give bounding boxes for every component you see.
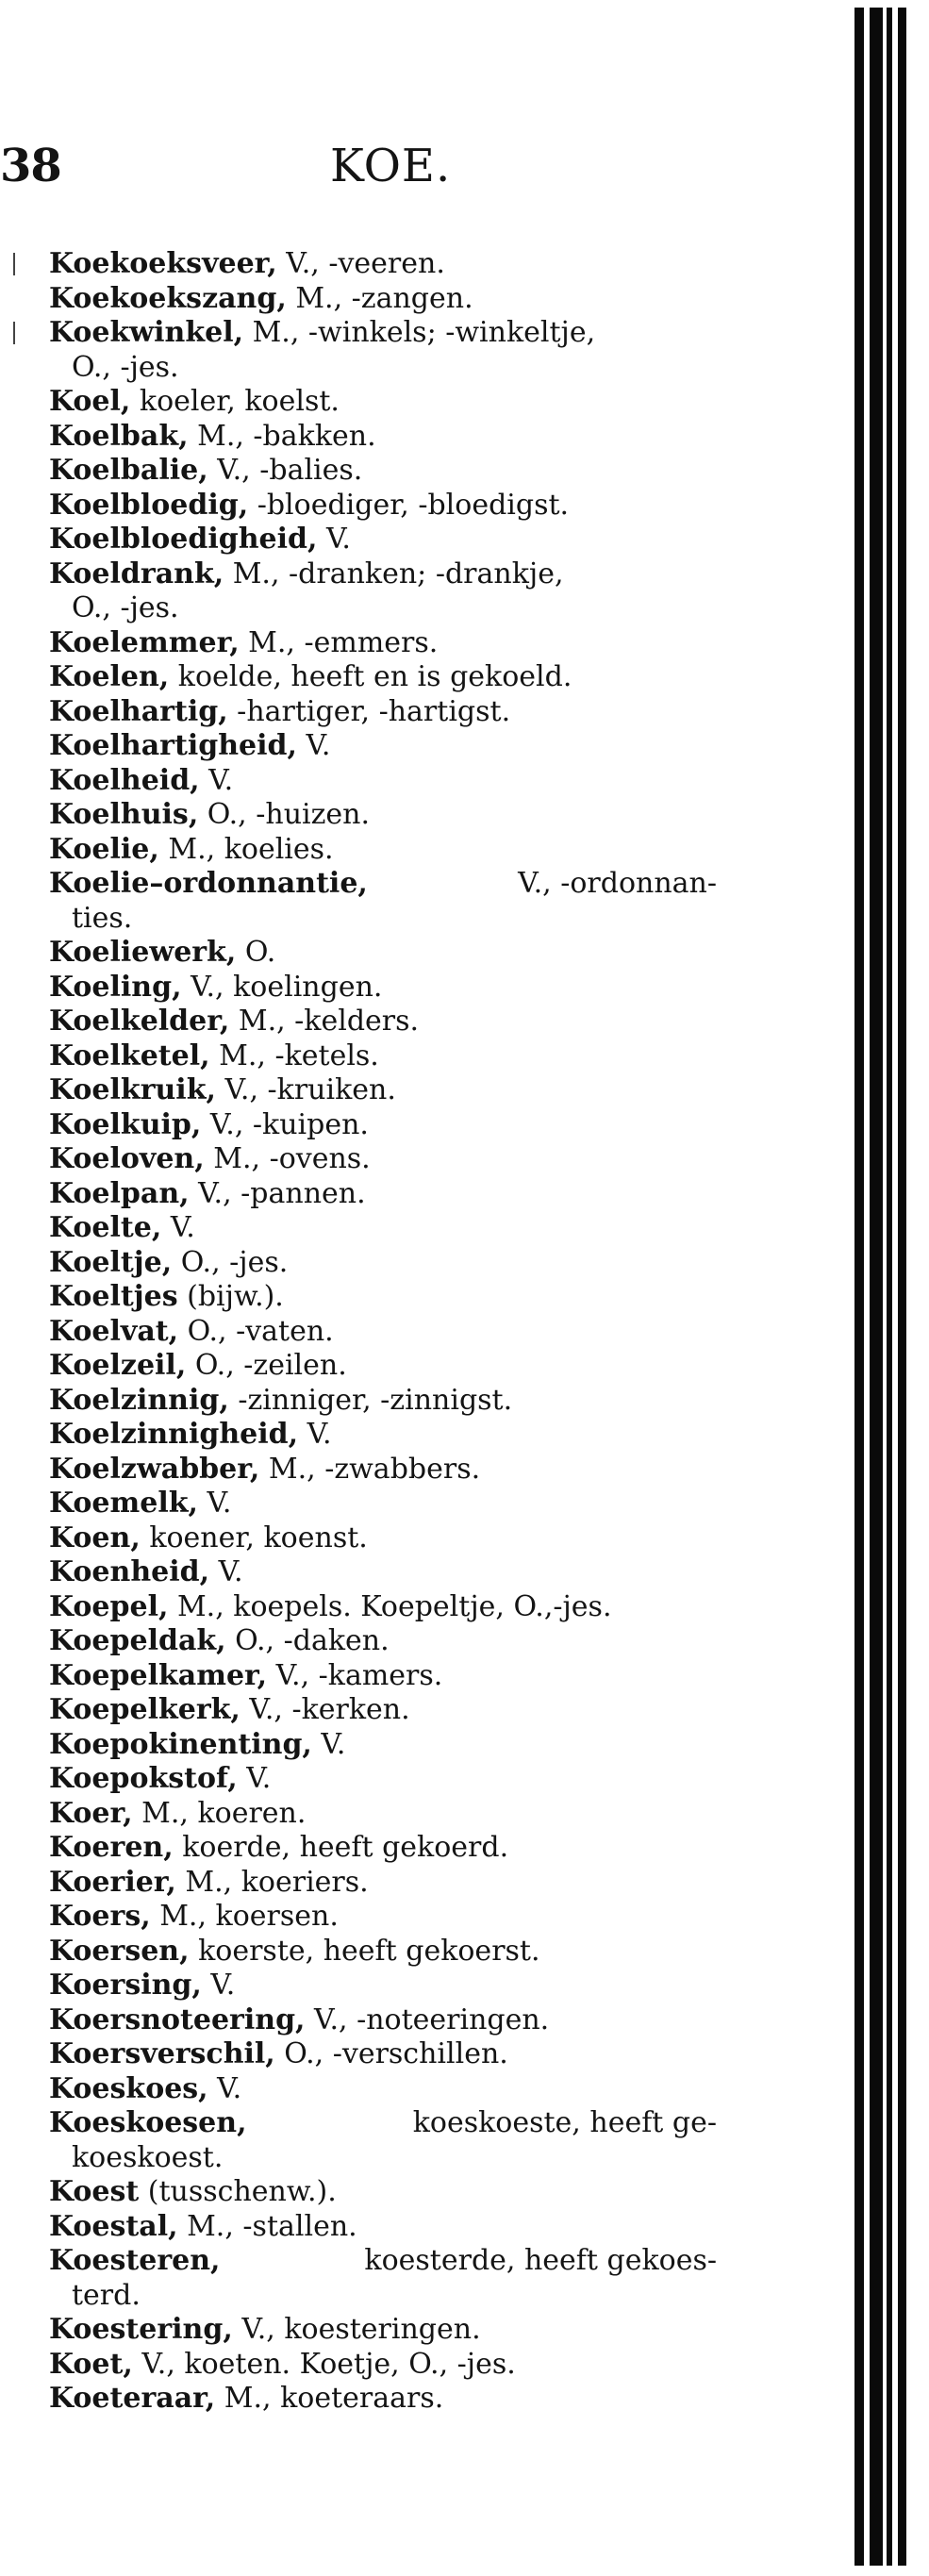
entry-text: O.: [236, 936, 276, 969]
entry-headword: Koer,: [49, 1796, 133, 1830]
entry-line: [0, 489, 745, 524]
entry-text: V., -veeren.: [276, 247, 445, 280]
entry-line: [0, 1900, 745, 1935]
entry-headword: Koekoeksveer,: [49, 247, 277, 280]
entry-line: [0, 2382, 745, 2417]
entry-text: M., -bakken.: [188, 419, 376, 453]
entry-line: [0, 1246, 745, 1281]
entry-text: koesterde, heeft gekoes-: [355, 2244, 717, 2277]
entry-continuation: [0, 902, 745, 937]
entry-headword: Koest: [49, 2175, 140, 2208]
entry-line: [0, 282, 745, 317]
entry-continuation: [0, 2279, 745, 2314]
entry-line: [0, 1073, 745, 1108]
entry-line: [0, 385, 745, 420]
entry-text: M., -stallen.: [177, 2209, 357, 2243]
entry-text: V., -pannen.: [189, 1176, 366, 1210]
entry-headword: Koelemmer,: [49, 625, 240, 659]
entry-text: O., -vaten.: [178, 1314, 334, 1348]
entry-text: (tusschenw.).: [139, 2175, 337, 2208]
entry-headword: Koepelkamer,: [49, 1658, 268, 1692]
entry-line: [0, 1797, 745, 1832]
entry-text: V.: [311, 1727, 346, 1761]
entry-text: M., -ketels.: [209, 1039, 379, 1072]
entry-line: [0, 2106, 717, 2141]
entry-text: V., -kuipen.: [201, 1107, 369, 1141]
entry-text: koerde, heeft gekoerd.: [173, 1831, 509, 1864]
entry-headword: Koerier,: [49, 1865, 176, 1899]
entry-text: O., -huizen.: [198, 798, 371, 831]
entry-text: V., koelingen.: [181, 970, 383, 1004]
entry-line: [0, 971, 745, 1005]
entry-line: [0, 2313, 745, 2348]
entry-headword: Koepokinenting,: [49, 1727, 312, 1761]
entry-line: [0, 1349, 745, 1384]
entry-text: V.: [197, 1487, 232, 1520]
entry-line: [0, 936, 745, 971]
entry-text: ties.: [72, 901, 133, 935]
entry-text: V.: [298, 1418, 332, 1451]
entry-line: [0, 523, 745, 557]
entry-headword: Koesteren,: [49, 2244, 221, 2277]
entry-line: [0, 2210, 745, 2245]
entry-text: koener, koenst.: [140, 1521, 368, 1554]
entry-headword: Koet,: [49, 2347, 133, 2381]
entry-text: M., koersen.: [150, 1900, 339, 1933]
entry-line: [0, 1315, 745, 1350]
page-header: [0, 140, 929, 196]
entry-text: V.: [161, 1211, 195, 1244]
entry-headword: Koersen,: [49, 1934, 190, 1968]
entry-line: [0, 247, 745, 282]
entry-text: koerste, heeft gekoerst.: [189, 1934, 540, 1968]
entry-text: V., koeten. Koetje, O., -jes.: [132, 2347, 516, 2381]
entry-headword: Koersing,: [49, 1969, 202, 2002]
dictionary-entries: [0, 247, 745, 2417]
entry-text: -bloediger, -bloedigst.: [248, 488, 570, 522]
entry-headword: Koepokstof,: [49, 1762, 238, 1795]
entry-headword: Koelhuis,: [49, 798, 199, 831]
entry-headword: Koepel,: [49, 1589, 169, 1623]
entry-headword: Koers,: [49, 1900, 151, 1933]
entry-headword: Koelbloedigheid,: [49, 523, 318, 556]
entry-line: [0, 1521, 745, 1556]
entry-text: -hartiger, -hartigst.: [227, 694, 511, 728]
entry-text: M., koelies.: [158, 832, 334, 866]
entry-line: [0, 1659, 745, 1694]
entry-text: V., -kruiken.: [215, 1073, 396, 1106]
entry-text: V., -kerken.: [240, 1693, 410, 1726]
entry-headword: Koelbloedig,: [49, 488, 249, 522]
entry-text: M., -ovens.: [204, 1142, 371, 1175]
entry-headword: Koelkruik,: [49, 1073, 216, 1106]
entry-continuation: [0, 2141, 745, 2176]
entry-text: (bijw.).: [177, 1280, 284, 1313]
entry-headword: Koepeldak,: [49, 1624, 226, 1657]
entry-text: V.: [296, 729, 331, 762]
entry-headword: Koersverschil,: [49, 2037, 275, 2070]
entry-text: koeskoest.: [72, 2140, 224, 2174]
entry-headword: Koelhartig,: [49, 694, 228, 728]
entry-text: O., -zeilen.: [186, 1349, 347, 1382]
margin-mark: [13, 322, 15, 344]
entry-headword: Koersnoteering,: [49, 2003, 306, 2036]
entry-line: [0, 454, 745, 489]
entry-headword: Koelzinnigheid,: [49, 1418, 299, 1451]
entry-line: [0, 1487, 745, 1521]
entry-text: O., -jes.: [172, 1245, 289, 1279]
entry-headword: Koeliewerk,: [49, 936, 237, 969]
entry-headword: Koelzeil,: [49, 1349, 187, 1382]
entry-headword: Koelhartigheid,: [49, 729, 297, 762]
entry-line: [0, 1555, 745, 1590]
margin-mark: [13, 253, 15, 275]
entry-text: M., koepels. Koepeltje, O.,-jes.: [168, 1589, 612, 1623]
entry-line: [0, 1693, 745, 1728]
entry-text: M., -winkels; -winkeltje,: [243, 316, 596, 349]
entry-headword: Koelbalie,: [49, 454, 208, 487]
entry-headword: Koeltjes: [49, 1280, 178, 1313]
entry-headword: Koelie–ordonnantie,: [49, 867, 368, 900]
entry-continuation: [0, 351, 745, 386]
entry-headword: Koelkelder,: [49, 1005, 230, 1038]
entry-headword: Koekwinkel,: [49, 316, 244, 349]
entry-headword: Koepelkerk,: [49, 1693, 241, 1726]
entry-line: [0, 626, 745, 661]
entry-text: V., koesteringen.: [232, 2313, 481, 2346]
entry-line: [0, 1177, 745, 1212]
entry-text: V.: [207, 2071, 242, 2105]
entry-line: [0, 1108, 745, 1143]
entry-line: [0, 2348, 745, 2383]
entry-line: [0, 1935, 745, 1969]
entry-text: V.: [201, 1969, 236, 2002]
entry-line: [0, 1384, 745, 1419]
entry-line: [0, 729, 745, 764]
entry-text: M., koeren.: [132, 1796, 307, 1830]
entry-line: [0, 2072, 745, 2107]
entry-line: [0, 1211, 745, 1246]
entry-headword: Koel,: [49, 385, 131, 418]
entry-line: [0, 1969, 745, 2003]
entry-headword: Koeren,: [49, 1831, 174, 1864]
entry-headword: Koeskoes,: [49, 2071, 208, 2105]
entry-line: [0, 1866, 745, 1901]
entry-text: O., -jes.: [72, 591, 179, 624]
entry-text: O., -verschillen.: [274, 2037, 508, 2070]
entry-headword: Koeteraar,: [49, 2382, 216, 2415]
entry-headword: Koen,: [49, 1521, 141, 1554]
entry-text: M., -kelders.: [229, 1005, 420, 1038]
entry-text: -zinniger, -zinnigst.: [228, 1383, 513, 1417]
entry-headword: Koelvat,: [49, 1314, 179, 1348]
entry-headword: Koeling,: [49, 970, 182, 1004]
entry-line: [0, 2175, 745, 2210]
entry-text: O., -jes.: [72, 350, 179, 384]
entry-line: [0, 1418, 745, 1453]
entry-line: [0, 1590, 745, 1625]
entry-headword: Koelzwabber,: [49, 1452, 260, 1486]
entry-text: V.: [209, 1555, 243, 1588]
entry-headword: Koelheid,: [49, 763, 200, 797]
entry-line: [0, 2244, 717, 2279]
entry-line: [0, 798, 745, 833]
entry-text: O., -daken.: [225, 1624, 390, 1657]
entry-headword: Koeltje,: [49, 1245, 173, 1279]
page-number: 38: [0, 140, 61, 192]
entry-headword: Koelzinnig,: [49, 1383, 229, 1417]
entry-headword: Koelen,: [49, 660, 170, 693]
entry-text: V.: [237, 1762, 272, 1795]
entry-text: M., -zangen.: [286, 281, 473, 315]
entry-line: [0, 1624, 745, 1659]
entry-text: V.: [199, 763, 234, 797]
entry-text: terd.: [72, 2278, 141, 2312]
entry-headword: Koelpan,: [49, 1176, 190, 1210]
entry-text: V., -noteeringen.: [305, 2003, 550, 2036]
entry-line: [0, 316, 745, 351]
entry-text: koeskoeste, heeft ge-: [404, 2106, 717, 2139]
entry-line: [0, 2037, 745, 2072]
entry-line: [0, 420, 745, 455]
entry-headword: Koeskoesen,: [49, 2106, 247, 2139]
entry-headword: Koemelk,: [49, 1487, 198, 1520]
entry-line: [0, 833, 745, 868]
entry-headword: Koelie,: [49, 832, 159, 866]
entry-headword: Koeldrank,: [49, 557, 224, 590]
entry-continuation: [0, 591, 745, 626]
entry-headword: Koelte,: [49, 1211, 162, 1244]
entry-line: [0, 1762, 745, 1797]
entry-line: [0, 1453, 745, 1487]
entry-line: [0, 2003, 745, 2038]
entry-line: [0, 1142, 745, 1177]
entry-line: [0, 1005, 745, 1039]
entry-headword: Koenheid,: [49, 1555, 210, 1588]
entry-text: koelde, heeft en is gekoeld.: [169, 660, 572, 693]
entry-headword: Koestering,: [49, 2313, 233, 2346]
entry-line: [0, 695, 745, 730]
entry-headword: Koeloven,: [49, 1142, 205, 1175]
entry-line: [0, 1728, 745, 1763]
entry-line: [0, 1039, 745, 1074]
entry-text: M., koeteraars.: [215, 2382, 444, 2415]
entry-headword: Koestal,: [49, 2209, 178, 2243]
entry-text: M., -emmers.: [239, 625, 439, 659]
entry-text: M., -dranken; -drankje,: [224, 557, 564, 590]
entry-headword: Koelkuip,: [49, 1107, 202, 1141]
entry-text: M., koeriers.: [175, 1865, 369, 1899]
entry-headword: Koekoekszang,: [49, 281, 287, 315]
entry-line: [0, 1831, 745, 1866]
entry-text: V., -kamers.: [267, 1658, 443, 1692]
entry-line: [0, 1280, 745, 1315]
entry-text: V., -ordonnan-: [508, 867, 717, 900]
entry-headword: Koelbak,: [49, 419, 189, 453]
entry-line: [0, 660, 745, 695]
entry-text: V.: [317, 523, 351, 556]
entry-text: M., -zwabbers.: [259, 1452, 481, 1486]
page-spine: [854, 8, 907, 2566]
page-title: KOE.: [330, 140, 452, 192]
entry-line: [0, 557, 745, 592]
entry-text: koeler, koelst.: [130, 385, 340, 418]
entry-line: [0, 867, 717, 902]
entry-text: V., -balies.: [207, 454, 363, 487]
entry-headword: Koelketel,: [49, 1039, 210, 1072]
entry-line: [0, 764, 745, 799]
